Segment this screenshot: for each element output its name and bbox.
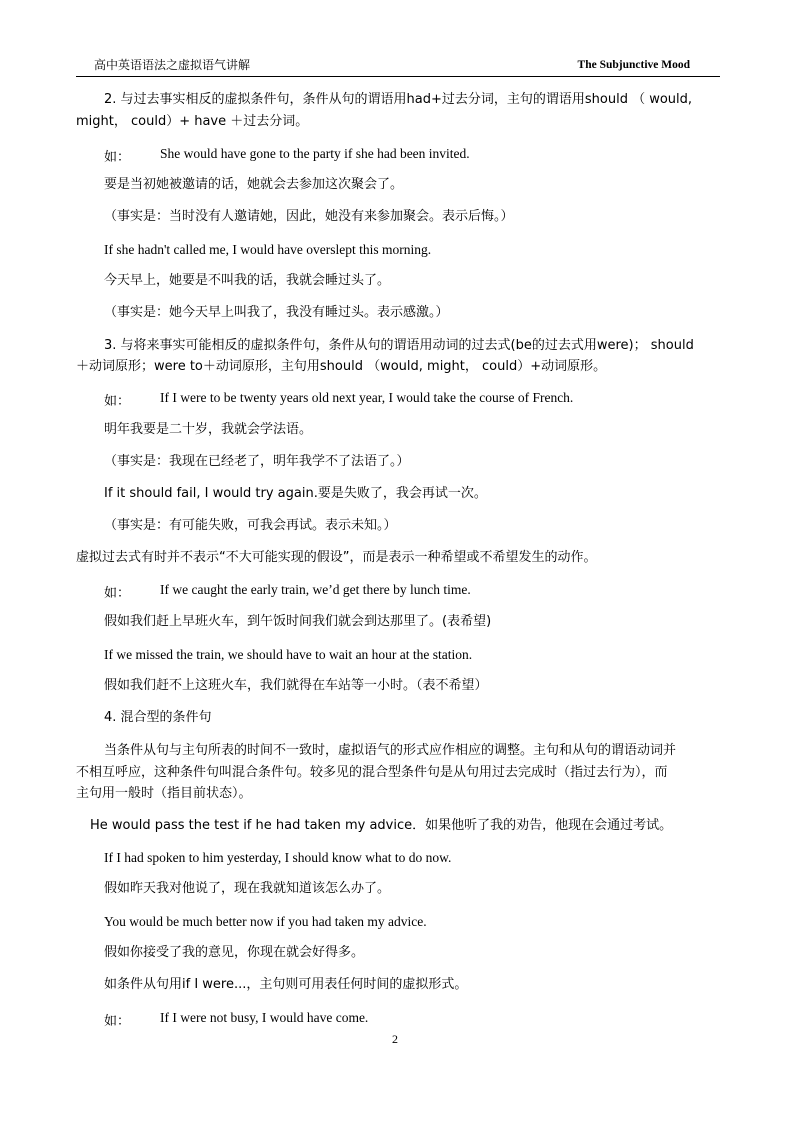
example-3-english: If I were to be twenty years old next year, I would take the course of French. <box>160 390 574 405</box>
section-4-line-1: 当条件从句与主句所表的时间不一致时，虚拟语气的形式应作相应的调整。主句和从句的谓语动词并 <box>104 743 677 758</box>
example-5-english: If we caught the early train, we’d get there by lunch time. <box>160 582 471 597</box>
example-8-chinese: 假如昨天我对他说了，现在我就知道该怎么办了。 <box>104 881 391 896</box>
section-4-line-3: 主句用一般时（指目前状态）。 <box>76 786 252 801</box>
section-4-line-2: 不相互呼应，这种条件句叫混合条件句。较多见的混合型条件句是从句用过去完成时（指过去行为），而 <box>76 765 668 780</box>
section-4-title: 4. 混合型的条件句 <box>104 710 212 725</box>
section-2-line-1: 2. 与过去事实相反的虚拟条件句，条件从句的谓语用had+过去分词，主句的谓语用should （ would, <box>104 92 693 107</box>
header-title-chinese: 高中英语语法之虚拟语气讲解 <box>94 58 251 72</box>
example-4-mixed: If it should fail, I would try again.要是失败了，我会再试一次。 <box>104 486 487 501</box>
section-3-line-1: 3. 与将来事实可能相反的虚拟条件句，条件从句的谓语用动词的过去式(be的过去式用were)； should <box>104 338 694 353</box>
example-1-fact: （事实是：当时没有人邀请她，因此，她没有来参加聚会。表示后悔。） <box>104 209 514 224</box>
example-3-fact: （事实是：我现在已经老了，明年我学不了法语了。） <box>104 454 410 469</box>
example-2-english: If she hadn't called me, I would have overslept this morning. <box>104 242 432 257</box>
example-label: 如： <box>104 394 131 409</box>
example-6-chinese: 假如我们赶不上这班火车，我们就得在车站等一小时。（表不希望） <box>104 678 488 693</box>
rule-text: 如条件从句用if I were...，主句则可用表任何时间的虚拟形式。 <box>104 977 468 992</box>
page-header <box>76 58 720 77</box>
example-9-chinese: 假如你接受了我的意见，你现在就会好得多。 <box>104 945 365 960</box>
example-10-english: If I were not busy, I would have come. <box>160 1010 369 1025</box>
note-text: 虚拟过去式有时并不表示“不大可能实现的假设”，而是表示一种希望或不希望发生的动作。 <box>76 550 597 565</box>
section-3-line-2: ＋动词原形；were to＋动词原形，主句用should （would, might， could）+动词原形。 <box>76 359 607 374</box>
example-2-chinese: 今天早上，她要是不叫我的话，我就会睡过头了。 <box>104 273 391 288</box>
example-7-mixed: He would pass the test if he had taken my advice．如果他听了我的劝告，他现在会通过考试。 <box>90 818 673 833</box>
example-6-english: If we missed the train, we should have to wait an hour at the station. <box>104 647 473 662</box>
example-4-fact: （事实是：有可能失败，可我会再试。表示未知。） <box>104 518 397 533</box>
page-number: 2 <box>392 1032 398 1046</box>
example-9-english: You would be much better now if you had taken my advice. <box>104 914 427 929</box>
example-label: 如： <box>104 586 131 601</box>
section-2-line-2: might， could）+ have ＋过去分词。 <box>76 114 309 129</box>
example-label: 如： <box>104 150 131 165</box>
example-2-fact: （事实是：她今天早上叫我了，我没有睡过头。表示感激。） <box>104 305 449 320</box>
example-3-chinese: 明年我要是二十岁，我就会学法语。 <box>104 422 313 437</box>
header-title-english: The Subjunctive Mood <box>577 59 690 71</box>
example-1-english: She would have gone to the party if she had been invited. <box>160 146 470 161</box>
example-label: 如： <box>104 1014 131 1029</box>
example-1-chinese: 要是当初她被邀请的话，她就会去参加这次聚会了。 <box>104 177 404 192</box>
example-8-english: If I had spoken to him yesterday, I should know what to do now. <box>104 850 452 865</box>
example-5-chinese: 假如我们赶上早班火车，到午饭时间我们就会到达那里了。(表希望) <box>104 614 492 629</box>
